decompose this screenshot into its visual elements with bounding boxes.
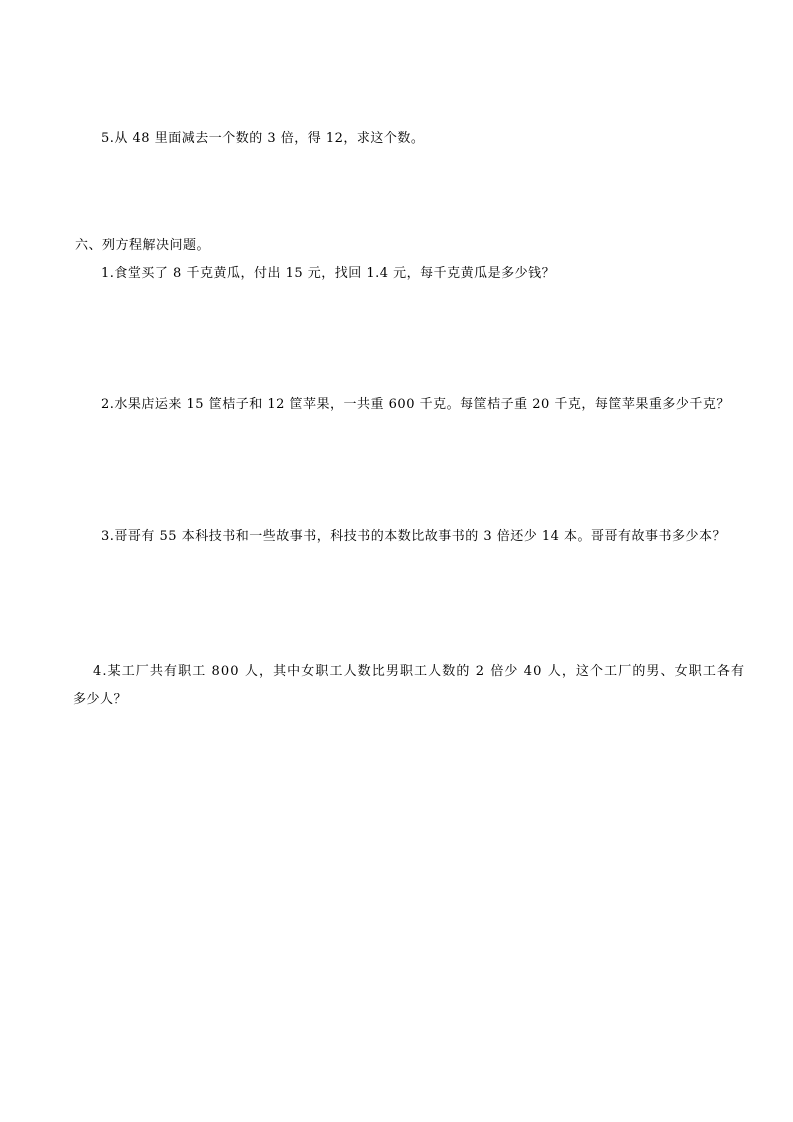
question-3-text: 3.哥哥有 55 本科技书和一些故事书，科技书的本数比故事书的 3 倍还少 14 本。哥哥有故事书多少本？	[101, 529, 727, 544]
question-2-text: 2.水果店运来 15 筐桔子和 12 筐苹果，一共重 600 千克。每筐桔子重 20 千克，每筐苹果重多少千克？	[101, 397, 730, 412]
problem-5-text: 5.从 48 里面减去一个数的 3 倍，得 12，求这个数。	[101, 131, 425, 146]
section-6-heading: 六、列方程解决问题。	[75, 238, 211, 253]
question-4-text-line-1: 4.某工厂共有职工 800 人，其中女职工人数比男职工人数的 2 倍少 40 人，这个工厂的男、女职工各有	[93, 664, 746, 679]
question-4-text-line-2: 多少人？	[73, 692, 128, 707]
question-1-text: 1.食堂买了 8 千克黄瓜，付出 15 元，找回 1.4 元，每千克黄瓜是多少钱？	[101, 266, 556, 281]
